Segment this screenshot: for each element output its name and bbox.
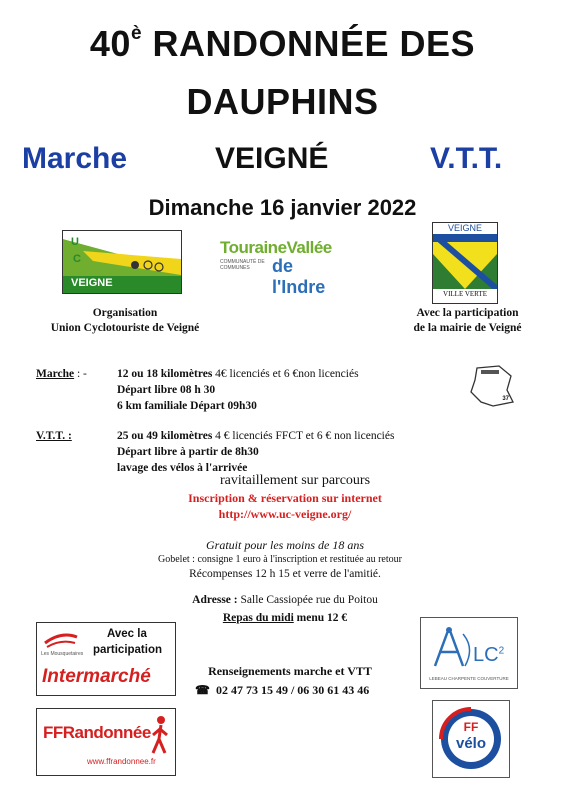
vtt-distance: 25 ou 49 kilomètres (117, 430, 213, 442)
gratuit-text: Gratuit pour les moins de 18 ans (205, 538, 364, 552)
intermarche-name: Intermarché (42, 666, 151, 687)
touraine-small-label: COMMUNAUTÉ DE COMMUNES (220, 259, 265, 271)
ffvelo-ff: FF (463, 720, 479, 734)
phone-icon: ☎ (195, 683, 210, 697)
marche-heading: Marche (22, 142, 128, 175)
repas-value: menu 12 € (293, 612, 348, 624)
vtt-depart: Départ libre à partir de 8h30 (117, 446, 259, 458)
inscription-text: Inscription & réservation sur internet (188, 491, 382, 505)
page-title (0, 23, 565, 64)
touraine-indre: de l'Indre (272, 256, 326, 297)
ffrandonnee-name: FFRandonnée (43, 723, 151, 742)
renseignements-text: Renseignements marche et VTT (208, 664, 372, 678)
repas-label: Repas du midi (222, 612, 294, 624)
comite-map-icon (467, 362, 515, 410)
organisation-name: Union Cyclotouriste de Veigné (50, 322, 200, 334)
ffrandonnee-url: www.ffrandonnee.fr (87, 757, 156, 766)
vtt-heading: V.T.T. (430, 142, 503, 175)
recompenses-text: Récompenses 12 h 15 et verre de l'amitié. (189, 568, 381, 580)
phone-numbers: 02 47 73 15 49 / 06 30 61 43 46 (215, 683, 370, 697)
website-link[interactable]: http://www.uc-veigne.org/ (218, 507, 352, 521)
compass-icon (429, 626, 479, 670)
event-date: Dimanche 16 janvier 2022 (148, 195, 417, 220)
lc2-logo (420, 617, 518, 689)
marche-distance: 12 ou 18 kilomètres (117, 368, 213, 380)
ucv-label: VEIGNE (71, 277, 113, 289)
intermarche-logo (36, 622, 176, 696)
lc2-label (473, 644, 504, 667)
adresse-value: Salle Cassiopée rue du Poitou (237, 594, 378, 606)
mairie-name: de la mairie de Veigné (413, 322, 522, 334)
veigne-shield-icon (433, 234, 497, 289)
intermarche-small: Les Mousquetaires (41, 651, 84, 657)
intermarche-participation: participation (93, 644, 163, 656)
ffvelo-velo: vélo (455, 735, 486, 752)
vtt-details (117, 428, 447, 476)
marche-sep: : - (74, 368, 87, 380)
ffvelo-logo (432, 700, 510, 778)
touraine-name: TouraineVallée (220, 238, 332, 257)
lc2-small: LEBEAU CHARPENTE COUVERTURE (429, 676, 509, 681)
hiker-icon (149, 715, 171, 755)
gobelet-text: Gobelet : consigne 1 euro à l'inscription et restituée au retour (158, 554, 402, 565)
vtt-price: 4 € licenciés FFCT et 6 € non licenciés (212, 430, 395, 442)
title-rest: RANDONNÉE DES (142, 23, 476, 64)
intermarche-avec: Avec la (107, 628, 147, 640)
veigne-logo-sub: VILLE VERTE (443, 290, 487, 298)
marche-depart: Départ libre 08 h 30 (117, 384, 216, 396)
organisation-block (30, 306, 220, 336)
lc2-sup: 2 (498, 645, 505, 657)
comite-label: 37 (502, 396, 509, 402)
vtt-lavage: lavage des vélos à l'arrivée (117, 462, 248, 474)
title-number: 40 (89, 23, 131, 64)
marche-section (36, 366, 87, 382)
ucv-letter-c: C (73, 253, 81, 265)
marche-label: Marche (36, 368, 75, 380)
lc2-letters: LC (473, 644, 499, 666)
veigne-heading: VEIGNÉ (215, 142, 329, 175)
marche-details (117, 366, 417, 414)
mairie-block (380, 306, 555, 336)
touraine-vallee-logo (220, 238, 350, 297)
ucv-letter-u: U (71, 236, 79, 248)
veigne-logo-label: VEIGNE (447, 223, 482, 233)
phone-line (195, 683, 425, 698)
page-title-line2: DAUPHINS (186, 81, 379, 122)
marche-price: 4€ licenciés et 6 €non licenciés (212, 368, 359, 380)
ucv-logo (62, 230, 182, 294)
mairie-title: Avec la participation (416, 307, 519, 319)
adresse-label: Adresse : (192, 594, 238, 606)
organisation-title: Organisation (92, 307, 158, 319)
ffrandonnee-logo (36, 708, 176, 776)
intermarche-swoosh-icon (43, 629, 79, 651)
vtt-label: V.T.T. : (36, 430, 72, 442)
ravitaillement-text: ravitaillement sur parcours (219, 473, 371, 488)
veigne-logo (432, 222, 498, 304)
marche-familiale: 6 km familiale Départ 09h30 (117, 400, 257, 412)
comite-logo (467, 362, 515, 410)
adresse-line (120, 594, 450, 606)
title-superscript: è (130, 23, 143, 44)
